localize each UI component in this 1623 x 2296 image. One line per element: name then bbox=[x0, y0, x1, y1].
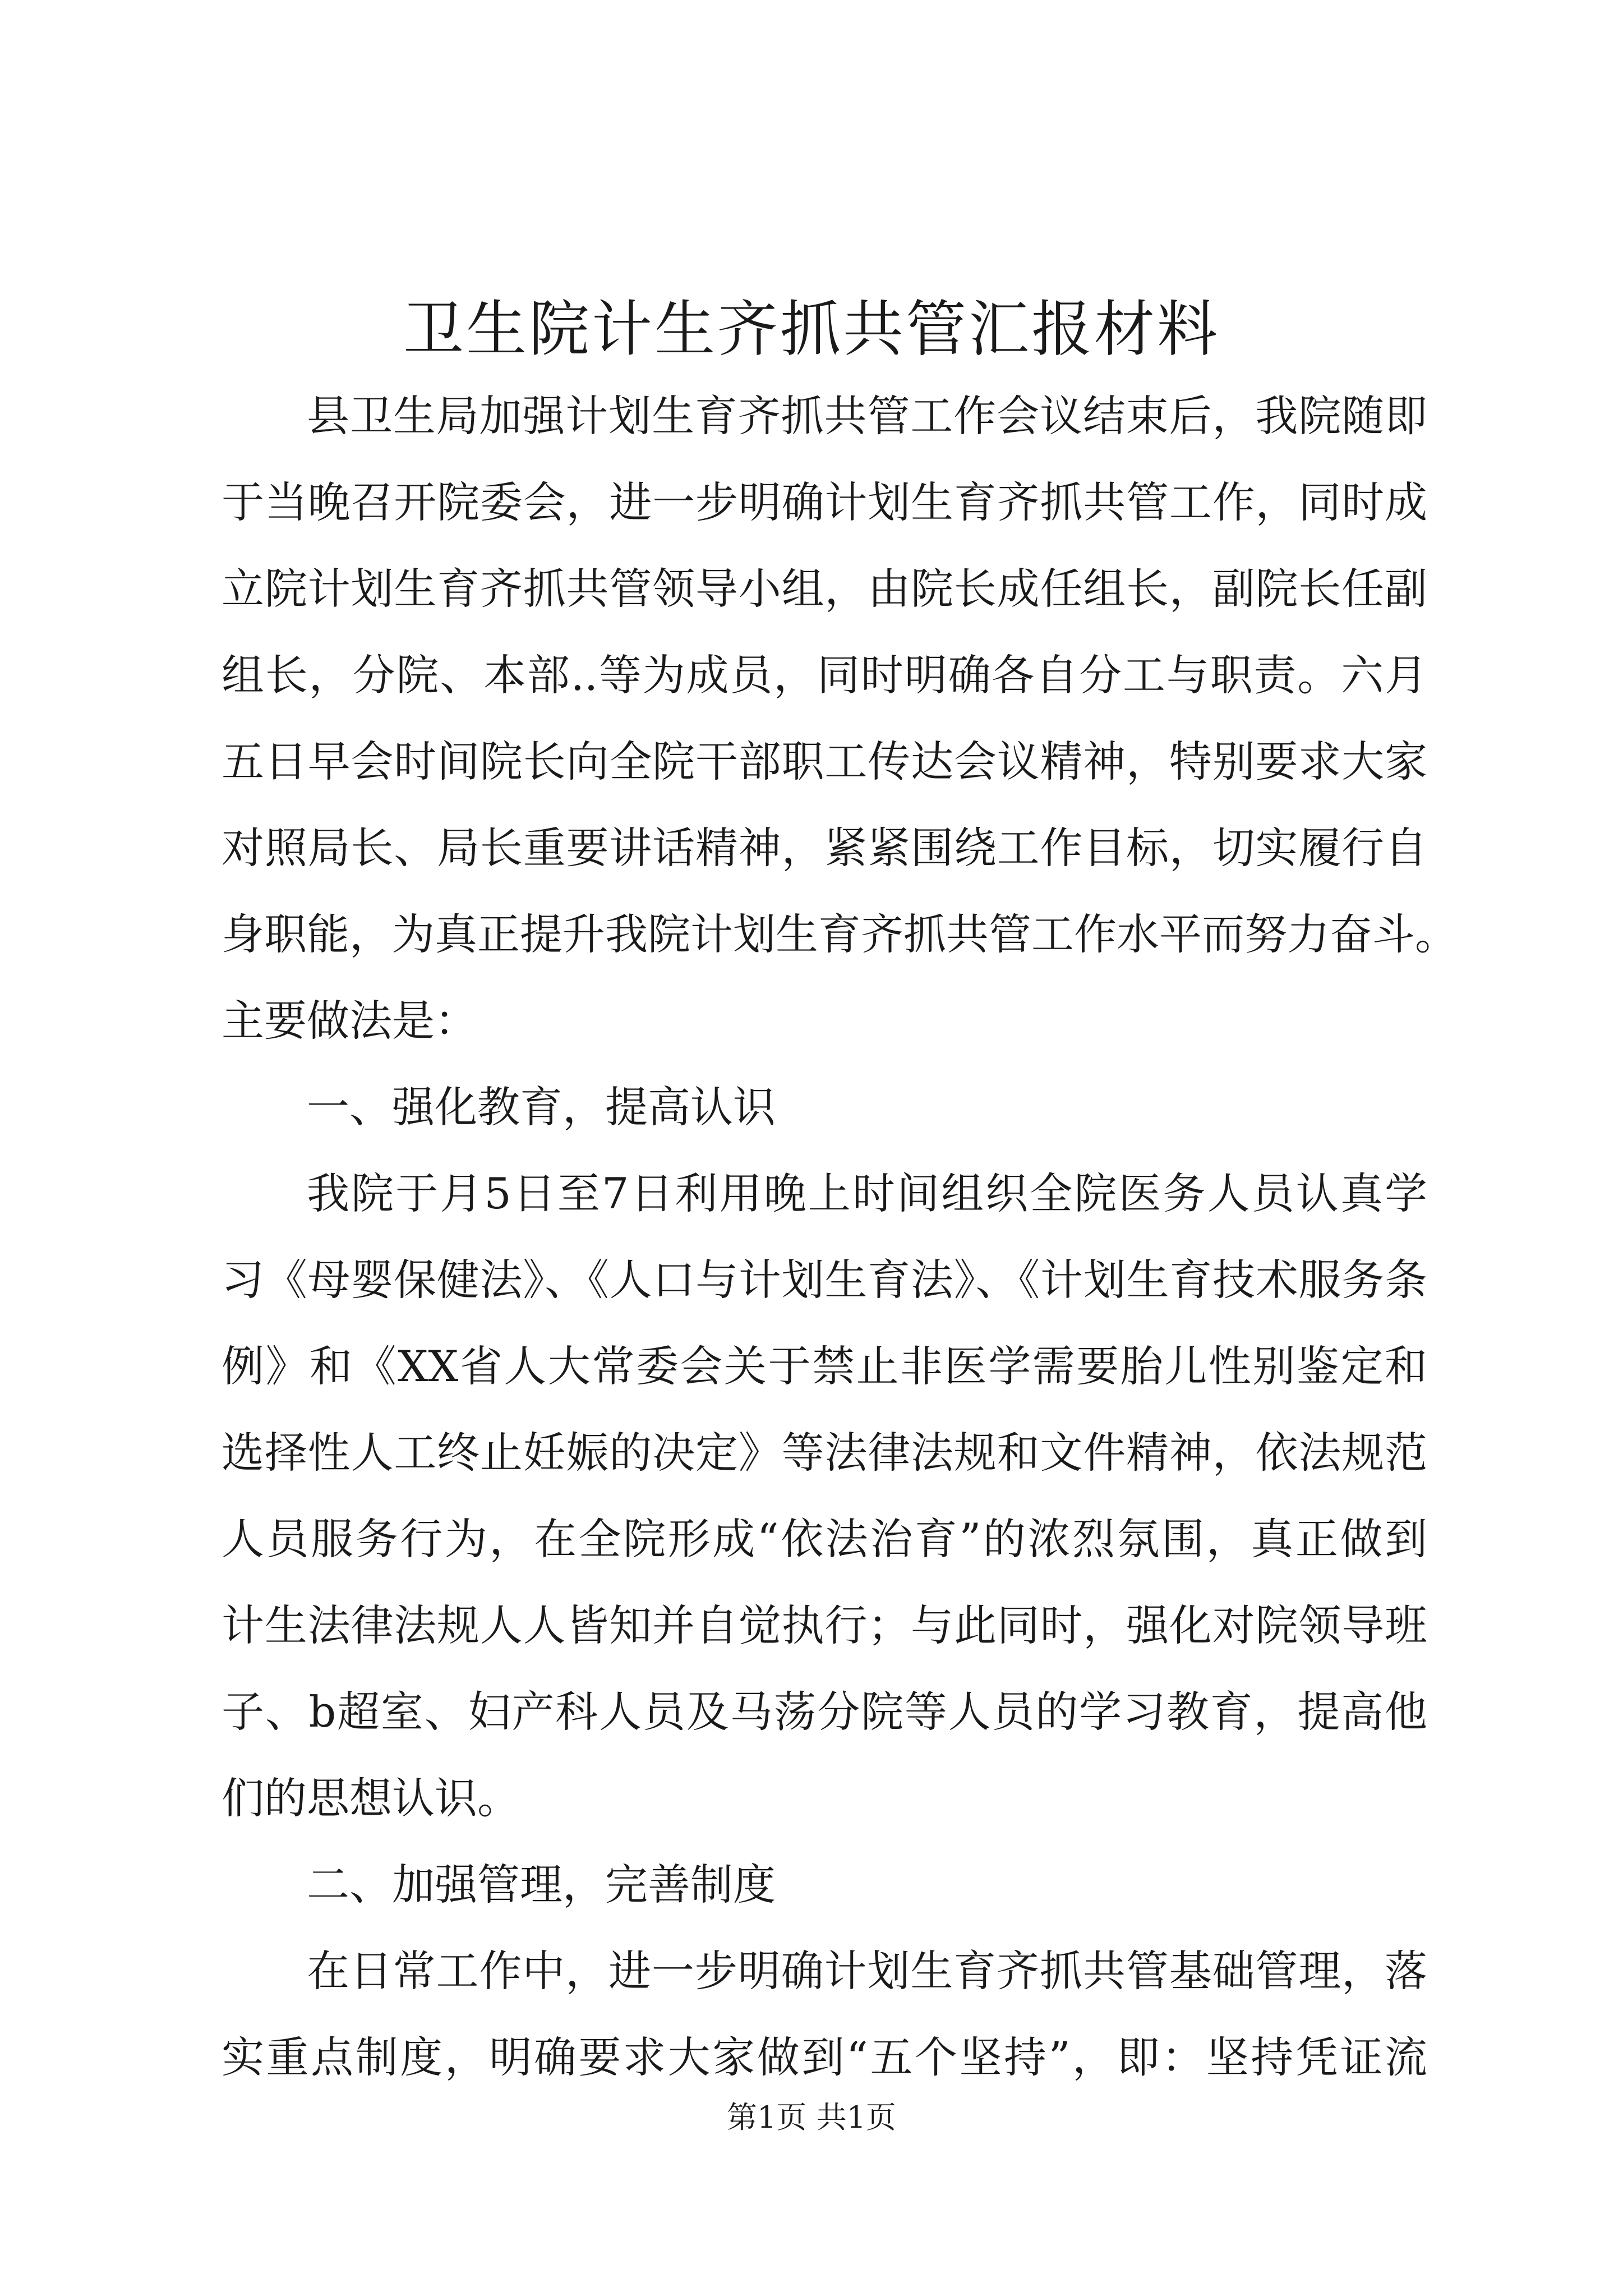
body-line: 我院于月5日至7日利用晚上时间组织全院医务人员认真学 bbox=[307, 1168, 1427, 1218]
body-line: 实重点制度，明确要求大家做到“五个坚持”，即：坚持凭证流 bbox=[222, 2032, 1427, 2082]
body-line: 立院计划生育齐抓共管领导小组，由院长成任组长，副院长任副 bbox=[222, 564, 1427, 614]
body-line: 例》和《XX省人大常委会关于禁止非医学需要胎儿性别鉴定和 bbox=[222, 1341, 1427, 1391]
body-line: 五日早会时间院长向全院干部职工传达会议精神，特别要求大家 bbox=[222, 737, 1427, 786]
body-line: 组长，分院、本部..等为成员，同时明确各自分工与职责。六月 bbox=[222, 650, 1427, 700]
body-line: 计生法律法规人人皆知并自觉执行；与此同时，强化对院领导班 bbox=[222, 1600, 1427, 1650]
document-title: 卫生院计生齐抓共管汇报材料 bbox=[403, 295, 1220, 365]
section-heading: 二、加强管理，完善制度 bbox=[307, 1860, 776, 1910]
document-body bbox=[222, 373, 1458, 2101]
body-line: 县卫生局加强计划生育齐抓共管工作会议结束后，我院随即 bbox=[307, 391, 1427, 441]
body-line: 对照局长、局长重要讲话精神，紧紧围绕工作目标，切实履行自 bbox=[222, 823, 1427, 873]
body-line: 身职能，为真正提升我院计划生育齐抓共管工作水平而努力奋斗。 bbox=[222, 909, 1458, 959]
section-heading: 一、强化教育，提高认识 bbox=[307, 1082, 776, 1132]
body-line: 主要做法是： bbox=[222, 996, 477, 1046]
body-line: 子、b超室、妇产科人员及马荡分院等人员的学习教育，提高他 bbox=[222, 1687, 1427, 1737]
body-line: 们的思想认识。 bbox=[222, 1773, 520, 1823]
body-line: 人员服务行为，在全院形成“依法治育”的浓烈氛围，真正做到 bbox=[222, 1514, 1427, 1564]
body-line: 在日常工作中，进一步明确计划生育齐抓共管基础管理，落 bbox=[307, 1946, 1427, 1996]
body-line: 选择性人工终止妊娠的决定》等法律法规和文件精神，依法规范 bbox=[222, 1428, 1427, 1478]
body-line: 习《母婴保健法》、《人口与计划生育法》、《计划生育技术服务条 bbox=[222, 1255, 1427, 1305]
body-line: 于当晚召开院委会，进一步明确计划生育齐抓共管工作，同时成 bbox=[222, 477, 1427, 527]
page-footer: 第1页 共1页 bbox=[727, 2100, 896, 2135]
